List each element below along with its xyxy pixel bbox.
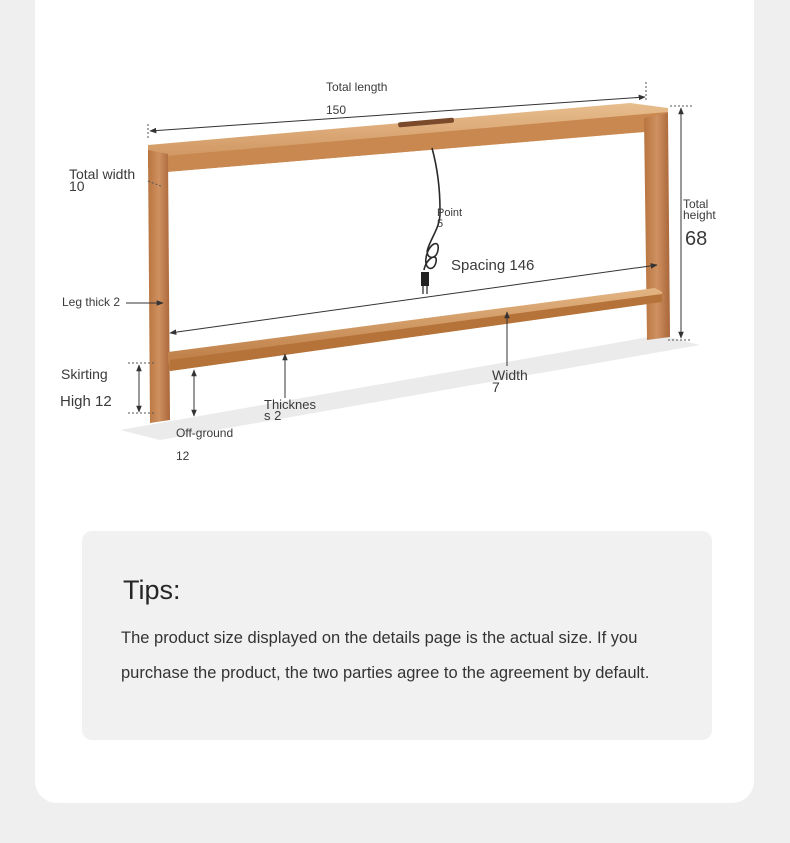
off-ground-value: 12	[176, 449, 190, 463]
total-height-value: 68	[685, 228, 708, 250]
tips-text-line1: The product size displayed on the details page is the actual size. If you	[121, 629, 638, 647]
right-leg	[644, 113, 670, 340]
skirting-high-label: High 12	[60, 393, 112, 410]
total-width-label: Total width	[69, 166, 136, 182]
power-plug	[421, 272, 429, 286]
total-length-label: Total length	[326, 80, 388, 94]
tips-title: Tips:	[123, 575, 181, 605]
width-label: Width	[492, 367, 528, 383]
total-width-value: 10	[69, 178, 85, 194]
tips-text-line2: purchase the product, the two parties agree to the agreement by default.	[121, 664, 650, 682]
tips-panel	[82, 531, 712, 740]
spacing-label: Spacing 146	[451, 257, 535, 274]
total-height-label-line2: height	[683, 208, 716, 222]
left-leg	[148, 150, 170, 423]
point-label-line1: Point	[437, 207, 463, 219]
leg-thick-label: Leg thick 2	[62, 295, 121, 309]
thickness-label-line1: Thicknes	[264, 397, 317, 412]
point-label-line2: 5	[437, 218, 444, 230]
off-ground-label: Off-ground	[176, 426, 234, 440]
width-value: 7	[492, 379, 500, 395]
total-height-label-line1: Total	[683, 197, 709, 211]
thickness-label-line2: s 2	[264, 408, 282, 423]
skirting-label: Skirting	[61, 366, 108, 382]
total-length-value: 150	[326, 103, 347, 117]
